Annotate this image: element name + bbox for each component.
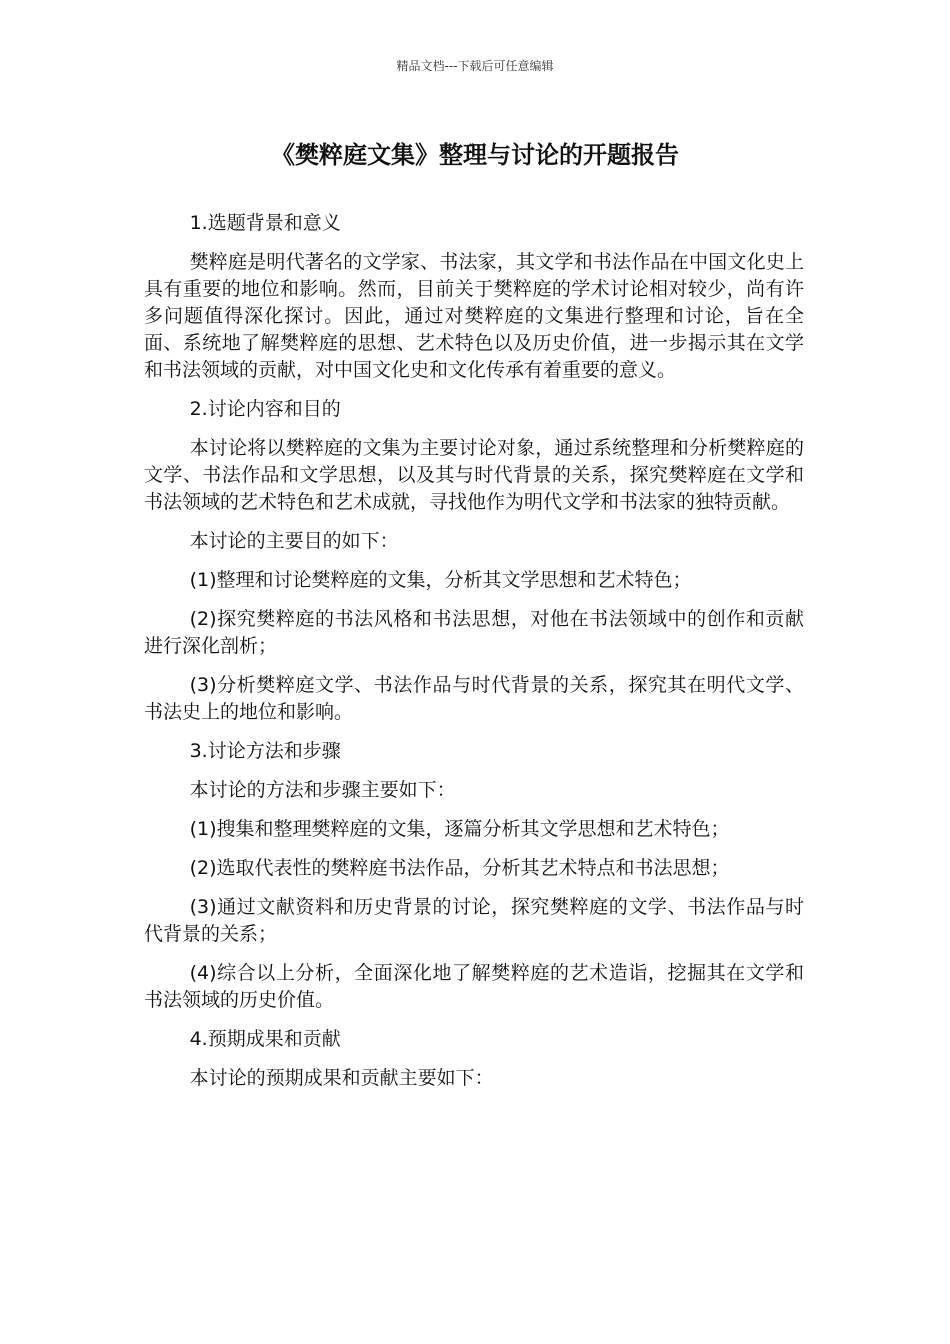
section-heading-content: 2.讨论内容和目的	[189, 398, 341, 420]
list-item-goal-3: (3)分析樊粹庭文学、书法作品与时代背景的关系，探究其在明代文学、书法史上的地位和影响。	[144, 674, 804, 723]
paragraph-outcomes-intro: 本讨论的预期成果和贡献主要如下：	[189, 1067, 494, 1089]
header-note: 精品文档---下载后可任意编辑	[396, 59, 554, 73]
list-item-goal-1: (1)整理和讨论樊粹庭的文集，分析其文学思想和艺术特色；	[189, 569, 692, 591]
list-item-method-4: (4)综合以上分析，全面深化地了解樊粹庭的艺术造诣，挖掘其在文学和书法领域的历史价值。	[144, 962, 804, 1011]
section-heading-background: 1.选题背景和意义	[189, 212, 341, 234]
document-title: 《樊粹庭文集》整理与讨论的开题报告	[271, 141, 679, 169]
list-item-method-3: (3)通过文献资料和历史背景的讨论，探究樊粹庭的文学、书法作品与时代背景的关系；	[144, 896, 804, 945]
section-heading-methods: 3.讨论方法和步骤	[189, 740, 341, 762]
paragraph-background: 樊粹庭是明代著名的文学家、书法家，其文学和书法作品在中国文化史上具有重要的地位和影响。然而，目前关于樊粹庭的学术讨论相对较少，尚有许多问题值得深化探讨。因此，通过对樊粹庭的文集进行整理和讨论，旨在全面、系统地了解樊粹庭的思想、艺术特色以及历史价值，进一步揭示其在文学和书法领域的贡献，对中国文化史和文化传承有着重要的意义。	[144, 251, 804, 381]
paragraph-goals-intro: 本讨论的主要目的如下：	[189, 530, 399, 552]
paragraph-content: 本讨论将以樊粹庭的文集为主要讨论对象，通过系统整理和分析樊粹庭的文学、书法作品和文学思想，以及其与时代背景的关系，探究樊粹庭在文学和书法领域的艺术特色和艺术成就，寻找他作为明代文学和书法家的独特贡献。	[144, 437, 804, 513]
list-item-method-2: (2)选取代表性的樊粹庭书法作品，分析其艺术特点和书法思想；	[189, 857, 730, 879]
paragraph-methods-intro: 本讨论的方法和步骤主要如下：	[189, 779, 456, 801]
section-heading-outcomes: 4.预期成果和贡献	[189, 1028, 341, 1050]
list-item-method-1: (1)搜集和整理樊粹庭的文集，逐篇分析其文学思想和艺术特色；	[189, 818, 730, 840]
list-item-goal-2: (2)探究樊粹庭的书法风格和书法思想，对他在书法领域中的创作和贡献进行深化剖析；	[144, 608, 804, 657]
document-body	[144, 210, 804, 1104]
